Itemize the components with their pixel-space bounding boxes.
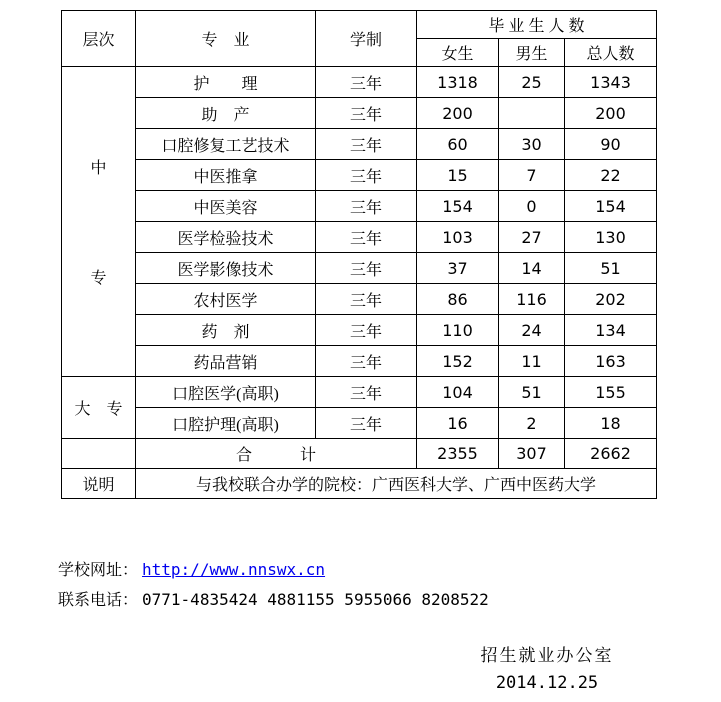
male-cell: 25 [499, 67, 565, 98]
male-cell: 116 [499, 284, 565, 315]
phone-label: 联系电话： [58, 592, 139, 609]
male-cell: 11 [499, 346, 565, 377]
header-total: 总人数 [565, 39, 657, 67]
male-cell: 24 [499, 315, 565, 346]
level-cell-dazhuan: 大 专 [62, 377, 136, 439]
table-row [62, 346, 657, 377]
female-cell: 16 [417, 408, 499, 439]
table-row [62, 315, 657, 346]
table-row [62, 253, 657, 284]
duration-cell: 三年 [316, 129, 417, 160]
female-cell: 110 [417, 315, 499, 346]
table-row [62, 98, 657, 129]
major-cell: 口腔护理(高职) [136, 408, 316, 439]
level-zhongzhuan [62, 67, 135, 376]
date: 2014.12.25 [495, 673, 599, 693]
total-female-cell: 2355 [417, 439, 499, 469]
signature-block [428, 641, 666, 693]
major-cell: 助 产 [136, 98, 316, 129]
note-row [62, 469, 657, 499]
level-zhongzhuan-char2: 专 [90, 270, 107, 288]
header-male: 男生 [499, 39, 565, 67]
table-row [62, 377, 657, 408]
female-cell: 60 [417, 129, 499, 160]
duration-cell: 三年 [316, 346, 417, 377]
total-cell: 163 [565, 346, 657, 377]
major-cell: 护 理 [136, 67, 316, 98]
major-cell: 医学影像技术 [136, 253, 316, 284]
major-cell: 中医推拿 [136, 160, 316, 191]
table-row [62, 129, 657, 160]
major-cell: 药 剂 [136, 315, 316, 346]
male-cell: 7 [499, 160, 565, 191]
female-cell: 15 [417, 160, 499, 191]
major-cell: 中医美容 [136, 191, 316, 222]
total-male-cell: 307 [499, 439, 565, 469]
female-cell: 103 [417, 222, 499, 253]
header-row-1 [62, 11, 657, 39]
female-cell: 86 [417, 284, 499, 315]
duration-cell: 三年 [316, 160, 417, 191]
duration-cell: 三年 [316, 191, 417, 222]
duration-cell: 三年 [316, 408, 417, 439]
total-cell: 18 [565, 408, 657, 439]
total-cell: 154 [565, 191, 657, 222]
total-row [62, 439, 657, 469]
total-cell: 22 [565, 160, 657, 191]
total-label-cell: 合 计 [136, 439, 417, 469]
total-cell: 200 [565, 98, 657, 129]
major-cell: 药品营销 [136, 346, 316, 377]
female-cell: 200 [417, 98, 499, 129]
duration-cell: 三年 [316, 284, 417, 315]
male-cell: 27 [499, 222, 565, 253]
total-cell: 134 [565, 315, 657, 346]
female-cell: 154 [417, 191, 499, 222]
note-content-cell: 与我校联合办学的院校：广西医科大学、广西中医药大学 [136, 469, 657, 499]
level-zhongzhuan-char1: 中 [90, 159, 107, 177]
graduates-table [61, 10, 657, 499]
website-line [58, 557, 325, 580]
male-cell: 51 [499, 377, 565, 408]
female-cell: 104 [417, 377, 499, 408]
major-cell: 农村医学 [136, 284, 316, 315]
duration-cell: 三年 [316, 98, 417, 129]
note-label-cell: 说明 [62, 469, 136, 499]
female-cell: 152 [417, 346, 499, 377]
website-label: 学校网址： [58, 562, 139, 579]
total-cell: 1343 [565, 67, 657, 98]
female-cell: 1318 [417, 67, 499, 98]
duration-cell: 三年 [316, 222, 417, 253]
major-cell: 医学检验技术 [136, 222, 316, 253]
table-row [62, 191, 657, 222]
header-major: 专 业 [136, 11, 316, 67]
total-cell: 51 [565, 253, 657, 284]
header-graduates-group: 毕 业 生 人 数 [417, 11, 657, 39]
male-cell: 2 [499, 408, 565, 439]
table-row [62, 67, 657, 98]
total-cell: 155 [565, 377, 657, 408]
header-duration: 学制 [316, 11, 417, 67]
male-cell: 14 [499, 253, 565, 284]
phone-numbers: 0771-4835424 4881155 5955066 8208522 [142, 590, 489, 609]
female-cell: 37 [417, 253, 499, 284]
table-row [62, 222, 657, 253]
duration-cell: 三年 [316, 315, 417, 346]
phone-line [58, 587, 489, 610]
office-name: 招生就业办公室 [480, 646, 614, 665]
duration-cell: 三年 [316, 67, 417, 98]
header-female: 女生 [417, 39, 499, 67]
table-row [62, 284, 657, 315]
header-level: 层次 [62, 11, 136, 67]
graduates-table-wrapper [61, 10, 657, 499]
major-cell: 口腔医学(高职) [136, 377, 316, 408]
male-cell: 30 [499, 129, 565, 160]
total-total-cell: 2662 [565, 439, 657, 469]
total-cell: 90 [565, 129, 657, 160]
level-cell-zhongzhuan [62, 67, 136, 377]
total-cell: 130 [565, 222, 657, 253]
major-cell: 口腔修复工艺技术 [136, 129, 316, 160]
website-link[interactable]: http://www.nnswx.cn [142, 560, 326, 579]
total-row-empty-cell [62, 439, 136, 469]
total-cell: 202 [565, 284, 657, 315]
male-cell: 0 [499, 191, 565, 222]
male-cell [499, 98, 565, 129]
table-row [62, 160, 657, 191]
table-row [62, 408, 657, 439]
duration-cell: 三年 [316, 253, 417, 284]
duration-cell: 三年 [316, 377, 417, 408]
